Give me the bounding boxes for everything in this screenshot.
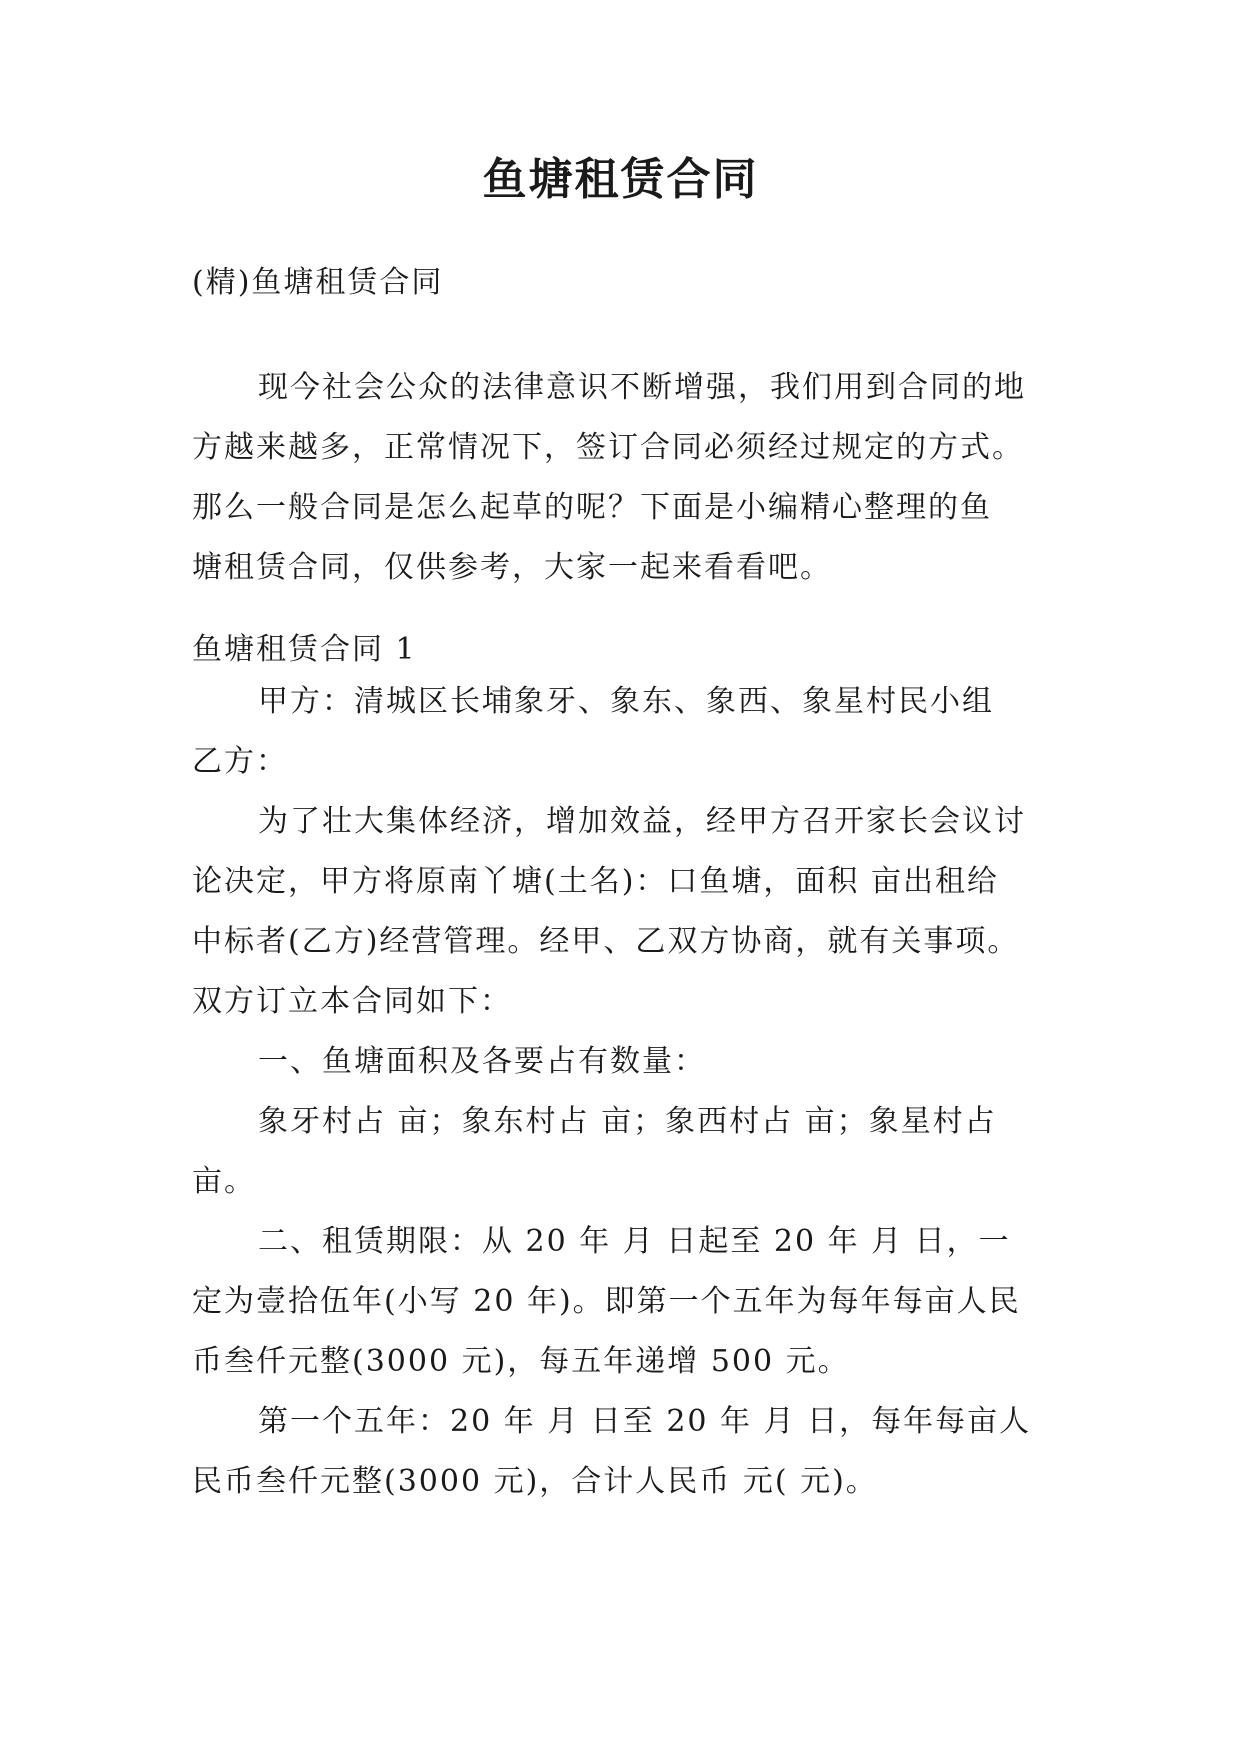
clause-heading: 一、鱼塘面积及各要占有数量： [258, 1044, 706, 1079]
section-heading [192, 620, 1072, 680]
contract-body [192, 672, 1072, 1512]
intro-line: 那么一般合同是怎么起草的呢？下面是小编精心整理的鱼 [192, 490, 992, 525]
body-line: 双方订立本合同如下： [192, 984, 512, 1019]
body-line: 论决定，甲方将原南丫塘(土名)：口鱼塘，面积 亩出租给 [192, 864, 999, 899]
intro-line: 方越来越多，正常情况下，签订合同必须经过规定的方式。 [192, 430, 1024, 465]
body-line: 中标者(乙方)经营管理。经甲、乙双方协商，就有关事项。 [192, 924, 1020, 959]
intro-paragraph [192, 358, 1072, 598]
party-b-line: 乙方： [192, 744, 288, 779]
party-a-line: 甲方：清城区长埔象牙、象东、象西、象星村民小组 [258, 684, 994, 719]
body-line: 亩。 [192, 1164, 256, 1199]
document-subtitle [192, 253, 1072, 313]
subtitle-line: (精)鱼塘租赁合同 [192, 265, 444, 300]
body-line: 第一个五年：20 年 月 日至 20 年 月 日，每年每亩人 [258, 1404, 1032, 1439]
section-heading-line: 鱼塘租赁合同 1 [192, 632, 417, 667]
body-line: 定为壹拾伍年(小写 20 年)。即第一个五年为每年每亩人民 [192, 1284, 1021, 1319]
intro-line: 现今社会公众的法律意识不断增强，我们用到合同的地 [258, 370, 1026, 405]
document-title: 鱼塘租赁合同 [482, 154, 759, 205]
intro-line: 塘租赁合同，仅供参考，大家一起来看看吧。 [192, 550, 832, 585]
body-line: 为了壮大集体经济，增加效益，经甲方召开家长会议讨 [258, 804, 1026, 839]
body-line: 象牙村占 亩；象东村占 亩；象西村占 亩；象星村占 [258, 1104, 997, 1139]
clause-heading: 二、租赁期限：从 20 年 月 日起至 20 年 月 日，一 [258, 1224, 1011, 1259]
body-line: 民币叁仟元整(3000 元)，合计人民币 元( 元)。 [192, 1464, 878, 1499]
body-line: 币叁仟元整(3000 元)，每五年递增 500 元。 [192, 1344, 850, 1379]
